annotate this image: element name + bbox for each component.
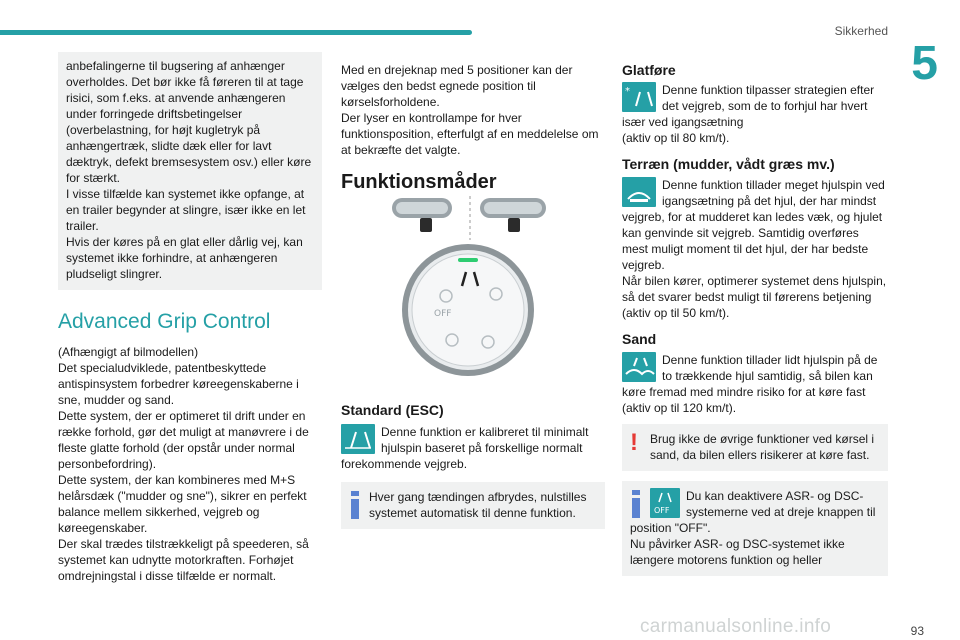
section-title: Sikkerhed [834,24,888,38]
column-3 [622,62,888,576]
column-1 [58,52,322,584]
off-info-note [622,481,888,576]
grip-control-dial-illustration [380,192,560,382]
snow-mode-icon [622,82,656,112]
mud-mode-icon [622,177,656,207]
intro-text: Med en drejeknap med 5 positioner kan der vælges den bedst egnede position til kørselsforholdene. Der lyser en kontrollampe for hver funktionsposition, efterfulgt af en meddelelse om at bekræfte det valgte. [341,63,599,157]
steering-wheel-left-icon [392,198,452,232]
standard-title: Standard (ESC) [341,402,444,418]
standard-section [341,402,605,529]
sand-text: Denne funktion tillader lidt hjulspin på de to trækkende hjul samtidig, så bilen kan køre fremad med mindre risiko for at køre fast (aktiv op til 120 km/t). [622,353,878,415]
modes-heading: Funktionsmåder [341,171,497,193]
info-icon [632,490,640,518]
reset-info-text: Hver gang tændingen afbrydes, nulstilles systemet automatisk til denne funktion. [369,490,587,520]
sand-title: Sand [622,331,657,347]
page-number: 93 [910,624,924,638]
sand-warning-note [622,424,888,471]
sand-mode-icon [622,352,656,382]
terraen-title: Terræn (mudder, vådt græs mv.) [622,156,835,172]
standard-text: Denne funktion er kalibreret til minimalt hjulspin baseret på forskellige normalt forekommende vejgreb. [341,425,589,471]
glat-text: Denne funktion tilpasser strategien efter det vejgreb, som de to forhjul har hvert især ved igangsætning (aktiv op til 80 km/t). [622,83,875,145]
towing-note-box [58,52,322,290]
svg-text:*: * [625,86,630,97]
warning-icon: ! [630,429,638,456]
rotary-dial [402,244,534,376]
off-icon-label: OFF [654,506,670,515]
dial-off-label: OFF [434,309,452,319]
towing-note-text: anbefalingerne til bugsering af anhænger overholdes. Det bør ikke få føreren til at tage risici, som f.eks. at anvende anhængeren under forringede driftsbetingelser (overbelastning, for højt kugletryk på anhængertræk, slidte dæk eller for lavt dæktryk, defekt bremsesystem osv.) eller køre for stærkt. I visse tilfælde kan systemet ikke opfange, at en trailer begynder at slingre, især ikke en let trailer. Hvis der køres på en glat eller dårlig vej, kan systemet ikke forhindre, at anhængeren pludseligt slingrer. [66,59,312,281]
section-heading: Advanced Grip Control [58,310,271,333]
terraen-text: Denne funktion tillader meget hjulspin ved igangsætning på det hjul, der har mindst vejgreb, for at mudderet kan ledes væk, og hjulet kan genvinde sit vejgreb. Samtidig overføres mest muligt moment til det hjul, der har bedste vejgreb. Når bilen kører, optimerer systemet dens hjulspin, så det svarer bedst muligt til førerens betjening (aktiv op til 50 km/t). [622,178,887,320]
reset-info-note [341,482,605,529]
steering-wheel-right-icon [480,198,546,232]
section-body: (Afhængigt af bilmodellen) Det specialudviklede, patentbeskyttede antispinsystem forbedrer køreegenskaberne i sne, mudder og sand. Dette system, der er optimeret til drift under en række forhold, gør det muligt at manøvrere i de fleste glatte forhold (der opstår under normal personbefordring). Dette system, der kan kombineres med M+S helårsdæk ("mudder og sne"), sikrer en perfekt balance mellem sikkerhed, vejgreb og køreegenskaber. Der skal trædes tilstrækkeligt på speederen, så systemet kan udnytte motorkraften. Forhøjet omdrejningstal i disse tilfælde er normalt. [58,345,309,583]
header-accent-bar [0,30,472,35]
column-2 [341,62,605,193]
off-info-text: Du kan deaktivere ASR- og DSC-systemerne ved at dreje knappen til position "OFF". Nu påvirker ASR- og DSC-systemet ikke længere motorens funktion og heller [630,489,876,567]
off-mode-icon [650,488,680,518]
esc-mode-icon [341,424,375,454]
glat-title: Glatføre [622,62,676,78]
watermark: carmanualsonline.info [640,616,832,637]
chapter-number: 5 [911,37,938,90]
sand-warning-text: Brug ikke de øvrige funktioner ved kørsel i sand, da bilen ellers risikerer at køre fast. [650,432,875,462]
info-icon [351,491,359,519]
